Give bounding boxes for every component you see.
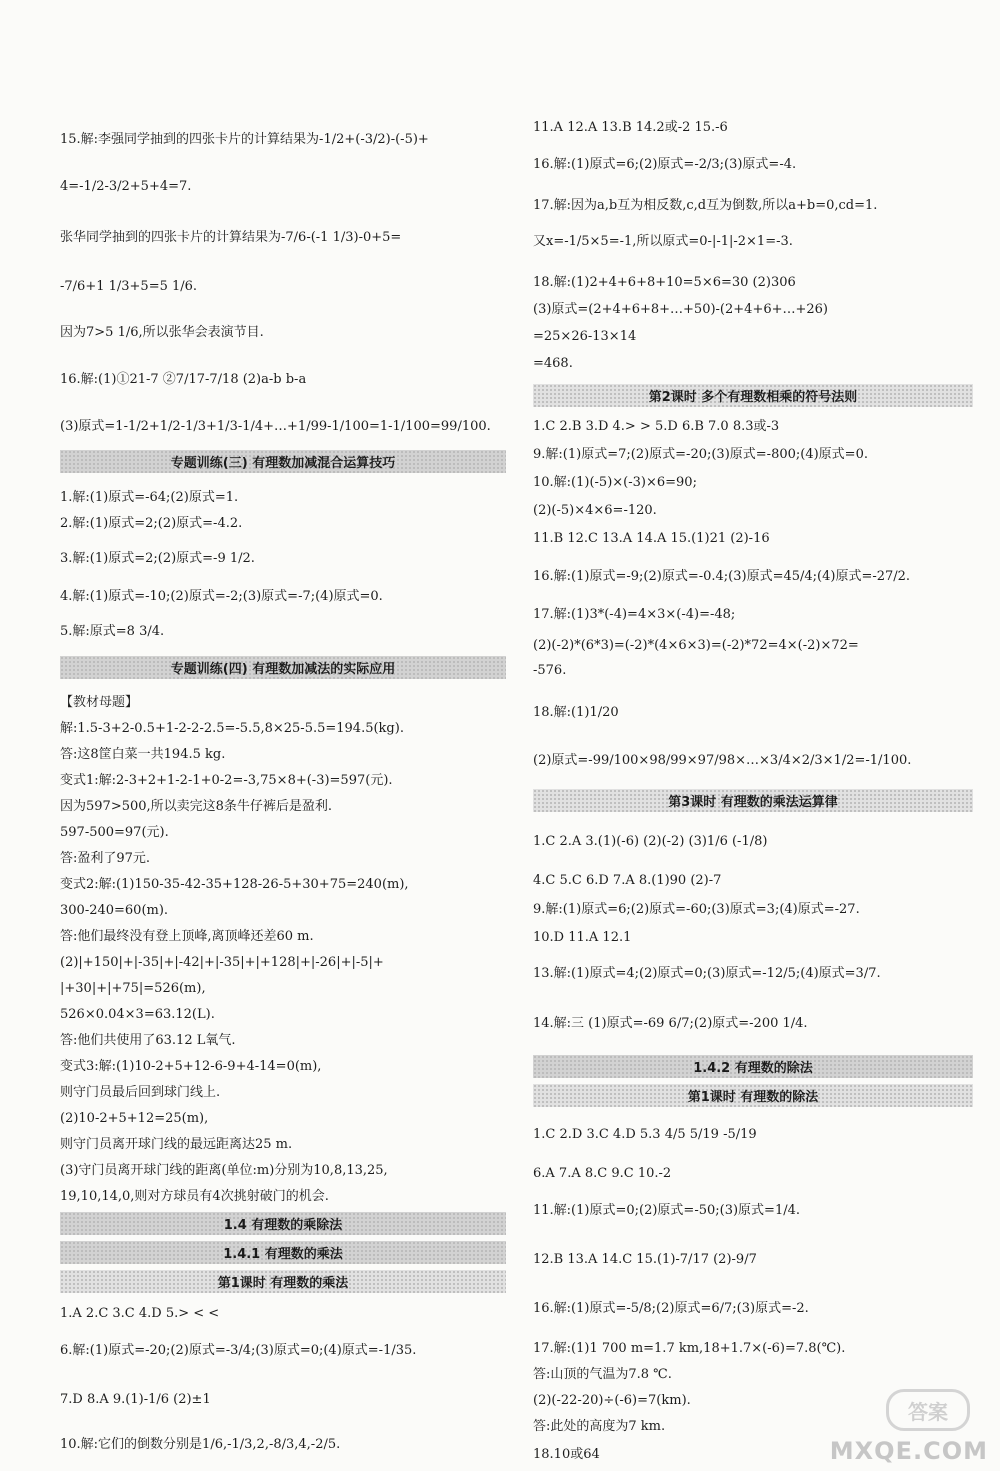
answer-line: 1.A 2.C 3.C 4.D 5.> < < (60, 1306, 220, 1321)
answer-line: 答:他们共使用了63.12 L氧气. (60, 1033, 236, 1048)
answer-line: 14.解:三 (1)原式=-69 6/7;(2)原式=-200 1/4. (533, 1016, 808, 1031)
answer-line: 解:1.5-3+2-0.5+1-2-2-2.5=-5.5,8×25-5.5=194.5(kg). (60, 721, 404, 736)
answer-line: =25×26-13×14 (533, 329, 637, 344)
answer-line: 300-240=60(m). (60, 903, 169, 918)
answer-line: 10.解:(1)(-5)×(-3)×6=90; (533, 475, 697, 490)
answer-line: 13.解:(1)原式=4;(2)原式=0;(3)原式=-12/5;(4)原式=3/7. (533, 966, 881, 981)
section-heading: 第2课时 多个有理数相乘的符号法则 (533, 384, 973, 407)
answer-line: (2)(-2)*(6*3)=(-2)*(4×6×3)=(-2)*72=4×(-2)×72= (533, 638, 859, 653)
answer-line: 16.解:(1)原式=-5/8;(2)原式=6/7;(3)原式=-2. (533, 1301, 809, 1316)
section-heading: 专题训练(四) 有理数加减法的实际应用 (60, 656, 506, 679)
answer-line: 变式3:解:(1)10-2+5+12-6-9+4-14=0(m), (60, 1059, 322, 1074)
answer-line: 2.解:(1)原式=2;(2)原式=-4.2. (60, 516, 243, 531)
section-heading: 专题训练(三) 有理数加减混合运算技巧 (60, 450, 506, 473)
answer-line: 18.解:(1)2+4+6+8+10=5×6=30 (2)306 (533, 275, 796, 290)
answer-line: 则守门员离开球门线的最远距离达25 m. (60, 1137, 293, 1152)
answer-line: 16.解:(1)①21-7 ②7/17-7/18 (2)a-b b-a (60, 372, 307, 387)
answer-line: 因为7>5 1/6,所以张华会表演节目. (60, 325, 264, 340)
section-heading: 1.4 有理数的乘除法 (60, 1212, 506, 1235)
answer-line: 526×0.04×3=63.12(L). (60, 1007, 215, 1022)
answer-line: 15.解:李强同学抽到的四张卡片的计算结果为-1/2+(-3/2)-(-5)+ (60, 132, 429, 147)
answer-line: 答:他们最终没有登上顶峰,离顶峰还差60 m. (60, 929, 314, 944)
answer-line: 因为597>500,所以卖完这8条牛仔裤后是盈利. (60, 799, 333, 814)
watermark-badge: 答案 (886, 1389, 970, 1431)
answer-line: 【教材母题】 (60, 695, 139, 710)
answer-line: =468. (533, 356, 573, 371)
answer-line: -7/6+1 1/3+5=5 1/6. (60, 279, 198, 294)
answer-line: (3)守门员离开球门线的距离(单位:m)分别为10,8,13,25, (60, 1163, 388, 1178)
answer-line: 张华同学抽到的四张卡片的计算结果为-7/6-(-1 1/3)-0+5= (60, 230, 402, 245)
answer-line: 9.解:(1)原式=6;(2)原式=-60;(3)原式=3;(4)原式=-27. (533, 902, 860, 917)
answer-line: 答:盈利了97元. (60, 851, 151, 866)
section-heading: 第3课时 有理数的乘法运算律 (533, 789, 973, 812)
answer-line: (3)原式=1-1/2+1/2-1/3+1/3-1/4+…+1/99-1/100=1-1/100=99/100. (60, 419, 491, 434)
answer-line: 4=-1/2-3/2+5+4=7. (60, 179, 192, 194)
answer-line: 11.B 12.C 13.A 14.A 15.(1)21 (2)-16 (533, 531, 770, 546)
section-heading: 第1课时 有理数的乘法 (60, 1270, 506, 1293)
answer-line: 17.解:(1)3*(-4)=4×3×(-4)=-48; (533, 607, 736, 622)
answer-line: 变式2:解:(1)150-35-42-35+128-26-5+30+75=240(m), (60, 877, 409, 892)
answer-line: (2)(-5)×4×6=-120. (533, 503, 657, 518)
answer-line: -576. (533, 663, 567, 678)
answer-line: 1.解:(1)原式=-64;(2)原式=1. (60, 490, 239, 505)
answer-line: 16.解:(1)原式=-9;(2)原式=-0.4;(3)原式=45/4;(4)原式=-27/2. (533, 569, 911, 584)
answer-line: 17.解:(1)1 700 m=1.7 km,18+1.7×(-6)=7.8(℃). (533, 1341, 846, 1356)
answer-line: 18.解:(1)1/20 (533, 705, 619, 720)
answer-line: 变式1:解:2-3+2+1-2-1+0-2=-3,75×8+(-3)=597(元). (60, 773, 393, 788)
answer-line: (2)原式=-99/100×98/99×97/98×…×3/4×2/3×1/2=-1/100. (533, 753, 912, 768)
answer-line: (3)原式=(2+4+6+8+…+50)-(2+4+6+…+26) (533, 302, 829, 317)
answer-line: 4.解:(1)原式=-10;(2)原式=-2;(3)原式=-7;(4)原式=0. (60, 589, 383, 604)
answer-line: 6.A 7.A 8.C 9.C 10.-2 (533, 1166, 672, 1181)
answer-line: (2)10-2+5+12=25(m), (60, 1111, 209, 1126)
answer-line: 18.10或64 (533, 1447, 600, 1462)
section-heading: 1.4.2 有理数的除法 (533, 1055, 973, 1078)
answer-line: 1.C 2.B 3.D 4.> > 5.D 6.B 7.0 8.3或-3 (533, 419, 780, 434)
answer-line: 则守门员最后回到球门线上. (60, 1085, 221, 1100)
answer-line: 10.解:它们的倒数分别是1/6,-1/3,2,-8/3,4,-2/5. (60, 1437, 341, 1452)
answer-line: 11.解:(1)原式=0;(2)原式=-50;(3)原式=1/4. (533, 1203, 800, 1218)
answer-line: 9.解:(1)原式=7;(2)原式=-20;(3)原式=-800;(4)原式=0. (533, 447, 868, 462)
answer-line: 11.A 12.A 13.B 14.2或-2 15.-6 (533, 120, 728, 135)
answer-line: 又x=-1/5×5=-1,所以原式=0-|-1|-2×1=-3. (533, 234, 793, 249)
section-heading: 第1课时 有理数的除法 (533, 1084, 973, 1107)
answer-line: 1.C 2.D 3.C 4.D 5.3 4/5 5/19 -5/19 (533, 1127, 757, 1142)
watermark-text: MXQE.COM (829, 1437, 988, 1465)
answer-line: 答:这8筐白菜一共194.5 kg. (60, 747, 226, 762)
answer-line: 7.D 8.A 9.(1)-1/6 (2)±1 (60, 1392, 211, 1407)
answer-line: 19,10,14,0,则对方球员有4次挑射破门的机会. (60, 1189, 329, 1204)
answer-line: (2)(-22-20)÷(-6)=7(km). (533, 1393, 691, 1408)
answer-line: 6.解:(1)原式=-20;(2)原式=-3/4;(3)原式=0;(4)原式=-1/35. (60, 1343, 417, 1358)
answer-line: |+30|+|+75|=526(m), (60, 981, 206, 996)
section-heading: 1.4.1 有理数的乘法 (60, 1241, 506, 1264)
answer-line: 10.D 11.A 12.1 (533, 930, 632, 945)
answer-line: 答:山顶的气温为7.8 ℃. (533, 1367, 672, 1382)
answer-line: 答:此处的高度为7 km. (533, 1419, 666, 1434)
answer-line: 3.解:(1)原式=2;(2)原式=-9 1/2. (60, 551, 255, 566)
answer-line: 5.解:原式=8 3/4. (60, 624, 165, 639)
answer-line: (2)|+150|+|-35|+|-42|+|-35|+|+128|+|-26|+|-5|+ (60, 955, 384, 970)
answer-line: 17.解:因为a,b互为相反数,c,d互为倒数,所以a+b=0,cd=1. (533, 198, 878, 213)
answer-line: 4.C 5.C 6.D 7.A 8.(1)90 (2)-7 (533, 873, 722, 888)
answer-line: 597-500=97(元). (60, 825, 169, 840)
answer-line: 16.解:(1)原式=6;(2)原式=-2/3;(3)原式=-4. (533, 157, 797, 172)
answer-line: 12.B 13.A 14.C 15.(1)-7/17 (2)-9/7 (533, 1252, 757, 1267)
answer-line: 1.C 2.A 3.(1)(-6) (2)(-2) (3)1/6 (-1/8) (533, 834, 768, 849)
